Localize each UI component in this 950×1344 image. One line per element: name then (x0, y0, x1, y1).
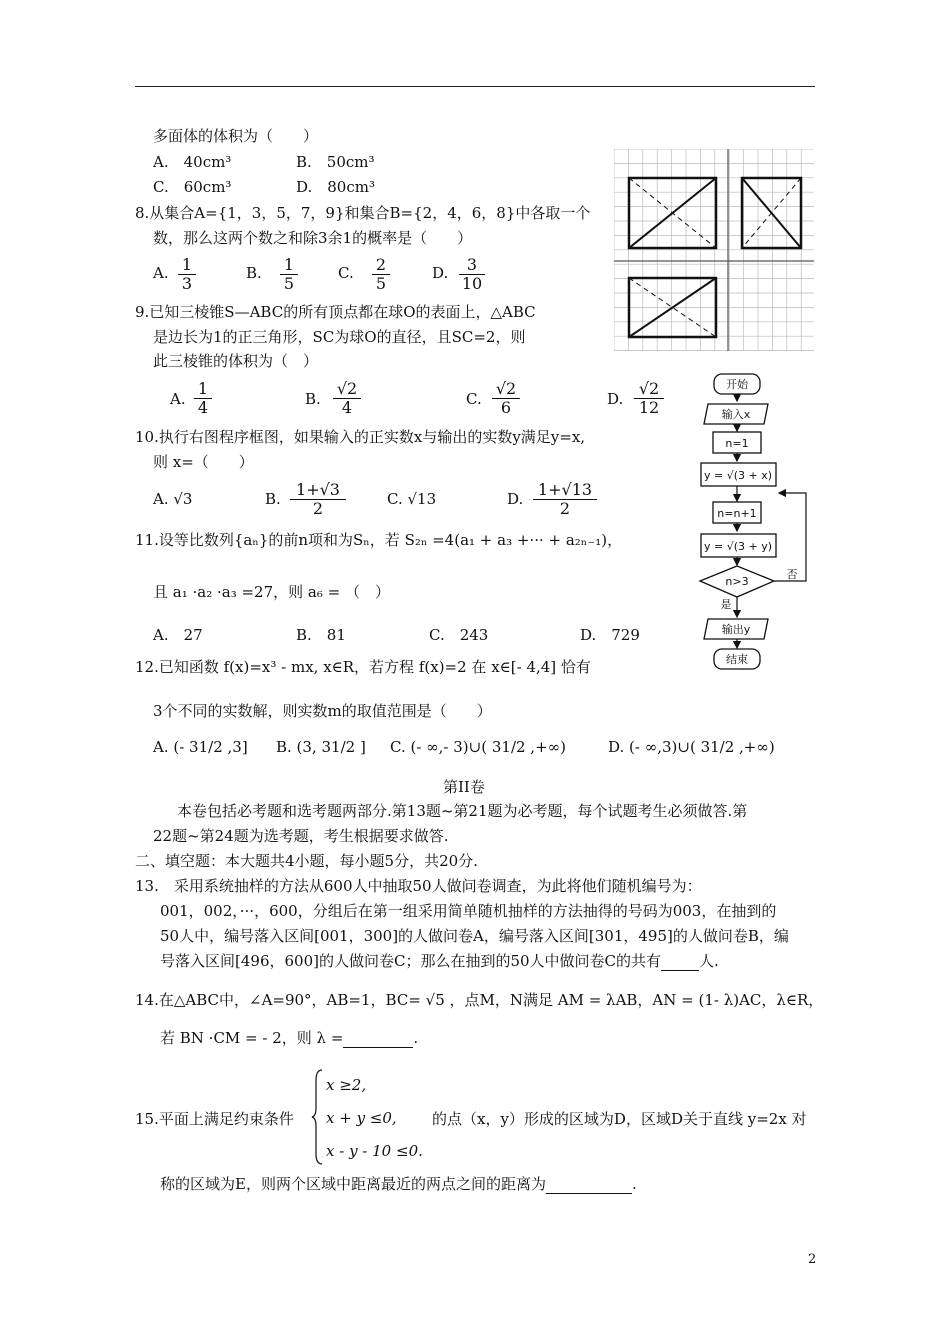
fill-in-heading: 二、填空题：本大题共4小题，每小题5分，共20分. (135, 852, 478, 870)
q15-brace (311, 1068, 325, 1166)
q9-label-b: B. (305, 390, 321, 408)
q8-fraction-a: $\frac{1}{3}$ (178, 256, 196, 293)
q12-line1: 12.已知函数 f(x)=x³ - mx, x∈R，若方程 f(x)=2 在 x∈[- 4,4] 恰有 (135, 658, 591, 676)
q8-label-a: A. (153, 264, 169, 282)
q8-label-c: C. (338, 264, 354, 282)
q15-line2: 称的区域为E，则两个区域中距离最近的两点之间的距离为 . (160, 1175, 637, 1193)
q9-fraction-b: $\frac{√2}{4}$ (333, 380, 361, 417)
q9-fraction-a: $\frac{1}{4}$ (194, 380, 212, 417)
section2-intro-line1: 本卷包括必考题和选考题两部分.第13题~第21题为必考题，每个试题考生必须做答.第 (177, 802, 748, 820)
q9-label-d: D. (607, 390, 624, 408)
page-number: 2 (808, 1252, 817, 1267)
section2-title: 第II卷 (443, 778, 485, 796)
q15-constraint-3: x - y - 10 ≤0. (326, 1142, 423, 1160)
q10-fraction-b: $\frac{1+√3}{2}$ (290, 481, 346, 518)
front-view (629, 178, 716, 248)
q9-line3: 此三棱锥的体积为（ ） (153, 352, 319, 370)
flow-yes-label: 是 (720, 598, 732, 611)
q13-line3: 50人中，编号落入区间[001，300]的人做问卷A，编号落入区间[301，495]的人做问卷B，编 (160, 927, 789, 945)
q10-label-d: D. (507, 490, 524, 508)
q11-line1: 11.设等比数列{aₙ}的前n项和为Sₙ，若 S₂ₙ =4(a₁ + a₃ +··· + a₂ₙ₋₁)， (135, 531, 623, 549)
q7-option-b: B. 50cm³ (296, 153, 375, 171)
flow-output-text: 输出y (721, 623, 751, 636)
q14-answer-blank (343, 1031, 413, 1048)
flow-init-text: n=1 (725, 437, 749, 450)
flow-incr-text: n=n+1 (717, 507, 757, 520)
flow-cond-text: n>3 (725, 575, 749, 588)
q15-lead: 15.平面上满足约束条件 (135, 1110, 294, 1128)
q9-line2: 是边长为1的正三角形，SC为球O的直径，且SC=2，则 (153, 328, 526, 346)
q10-line1: 10.执行右图程序框图，如果输入的正实数x与输出的实数y满足y=x, (135, 428, 586, 446)
q12-option-d: D. (- ∞,3)∪( 31/2 ,+∞) (608, 738, 775, 756)
q15-answer-blank (546, 1177, 632, 1194)
q13-line2: 001，002，···，600，分组后在第一组采用简单随机抽样的方法抽得的号码为003，在抽到的 (160, 902, 777, 920)
q13-answer-blank (661, 954, 699, 971)
q11-option-b: B. 81 (296, 626, 346, 644)
flow-assign2-text: y = √(3 + y) (703, 540, 773, 553)
side-view (742, 178, 801, 248)
q14-line1: 14.在△ABC中，∠A=90°，AB=1，BC= √5 ，点M，N满足 AM = λAB，AN = (1- λ)AC，λ∈R， (135, 991, 824, 1009)
flow-input-text: 输入x (721, 408, 751, 421)
q9-label-c: C. (466, 390, 482, 408)
q9-fraction-c: $\frac{√2}{6}$ (492, 380, 520, 417)
q11-option-a: A. 27 (153, 626, 203, 644)
q9-fraction-d: $\frac{√2}{12}$ (634, 380, 664, 417)
q10-option-c: C. √13 (387, 490, 437, 508)
q8-fraction-d: $\frac{3}{10}$ (459, 256, 485, 293)
q8-line2: 数，那么这两个数之和除3余1的概率是（ ） (153, 229, 473, 247)
flow-no-label: 否 (786, 568, 798, 581)
q12-option-b: B. (3, 31/2 ] (276, 738, 366, 756)
flow-end-text: 结束 (726, 653, 748, 666)
header-rule (135, 86, 815, 87)
q11-option-d: D. 729 (580, 626, 640, 644)
q7-stem: 多面体的体积为（ ） (153, 127, 319, 145)
q12-option-a: A. (- 31/2 ,3] (153, 738, 248, 756)
q15-tail: 的点（x，y）形成的区域为D，区域D关于直线 y=2x 对 (432, 1110, 807, 1128)
q11-line2: 且 a₁ ·a₂ ·a₃ =27，则 a₆ = （ ） (153, 583, 390, 601)
q9-label-a: A. (170, 390, 186, 408)
q12-line2: 3个不同的实数解，则实数m的取值范围是（ ） (153, 702, 492, 720)
q14-line2: 若 BN ·CM = - 2，则 λ = . (160, 1029, 419, 1047)
q7-option-d: D. 80cm³ (296, 178, 375, 196)
q13-line1: 13. 采用系统抽样的方法从600人中抽取50人做问卷调查，为此将他们随机编号为： (135, 877, 702, 895)
q8-fraction-b: $\frac{1}{5}$ (280, 256, 298, 293)
three-view-figure (614, 149, 814, 351)
q15-constraint-2: x + y ≤0, (326, 1109, 397, 1127)
q7-option-c: C. 60cm³ (153, 178, 232, 196)
flow-assign1-text: y = √(3 + x) (703, 469, 773, 482)
section2-intro-line2: 22题~第24题为选考题，考生根据要求做答. (153, 827, 449, 845)
q10-line2: 则 x=（ ） (153, 453, 254, 471)
q9-line1: 9.已知三棱锥S—ABC的所有顶点都在球O的表面上，△ABC (135, 303, 536, 321)
q8-fraction-c: $\frac{2}{5}$ (372, 256, 390, 293)
q10-label-b: B. (265, 490, 281, 508)
flow-start-text: 开始 (726, 378, 748, 391)
q12-option-c: C. (- ∞,- 3)∪( 31/2 ,+∞) (390, 738, 566, 756)
q11-option-c: C. 243 (429, 626, 489, 644)
q8-label-d: D. (432, 264, 449, 282)
q15-constraint-1: x ≥2, (326, 1076, 367, 1094)
q10-option-a: A. √3 (153, 490, 193, 508)
q7-option-a: A. 40cm³ (153, 153, 232, 171)
q13-line4: 号落入区间[496，600]的人做问卷C；那么在抽到的50人中做问卷C的共有 人. (160, 952, 719, 970)
q8-line1: 8.从集合A={1，3，5，7，9}和集合B={2，4，6，8}中各取一个 (135, 204, 591, 222)
q10-fraction-d: $\frac{1+√13}{2}$ (533, 481, 597, 518)
q8-label-b: B. (246, 264, 262, 282)
flowchart (696, 368, 814, 672)
